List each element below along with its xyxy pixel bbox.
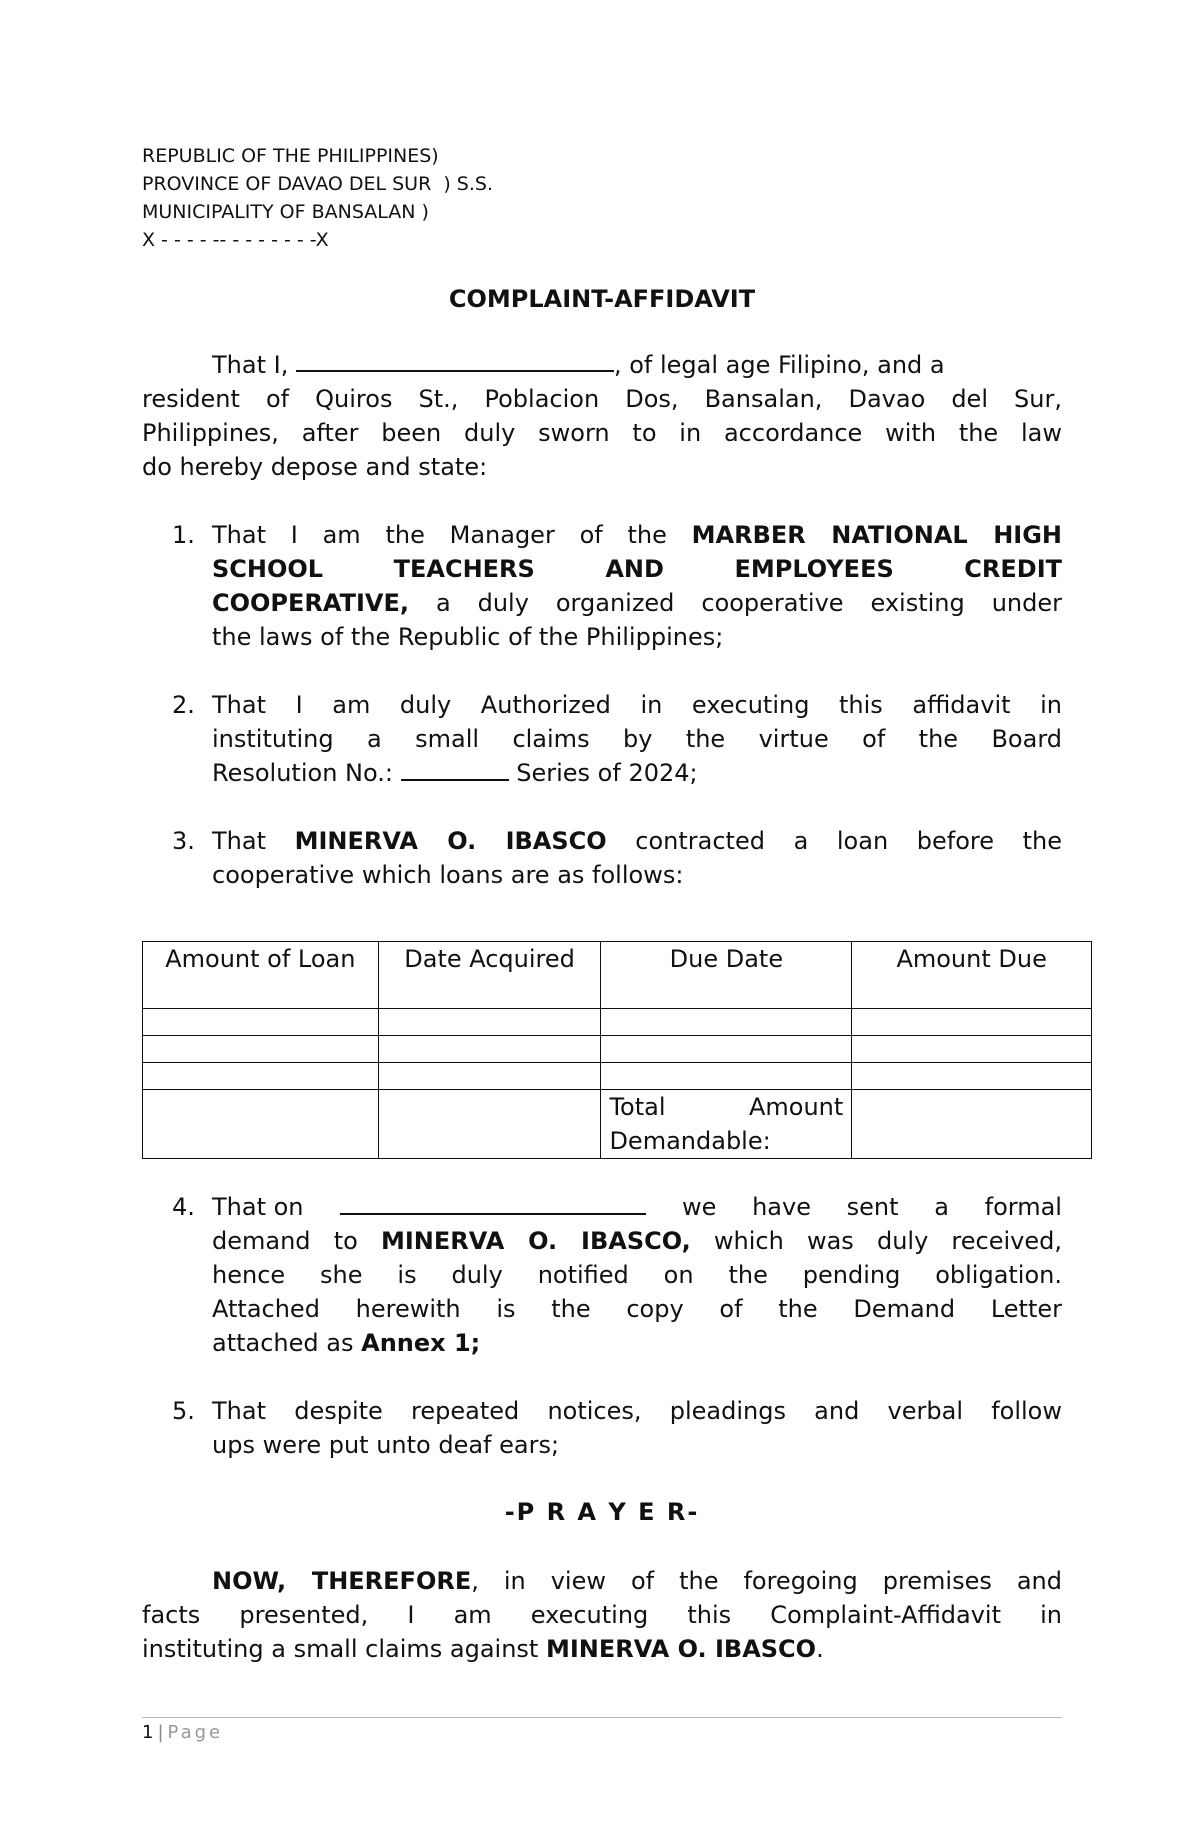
table-cell[interactable] [143,1063,379,1090]
resolution-number-blank[interactable] [401,757,509,781]
table-cell[interactable] [378,1009,601,1036]
venue-caption [142,142,493,254]
affiant-name-blank[interactable] [296,348,614,372]
intro-paragraph: That I, , of legal age Filipino, and a resident of Quiros St., Poblacion Dos, Bansalan, Davao del Sur, Philippines, after been duly sworn to in accordance with the law do hereby depose and state: [142,348,1062,484]
loans-table [142,941,1092,1159]
prayer-heading: -P R A Y E R- [504,1498,700,1526]
closing-paragraph: NOW, THEREFORE, in view of the foregoing premises and facts presented, I am executing this Complaint-Affidavit in instituting a small claims against MINERVA O. IBASCO. [142,1567,1062,1663]
table-row [143,1063,1092,1090]
caption-republic: REPUBLIC OF THE PHILIPPINES) [142,145,439,167]
table-cell[interactable] [378,1036,601,1063]
table-total-row [143,1090,1092,1159]
header-amount-of-loan: Amount of Loan [143,942,379,1009]
caption-separator: X - - - - -- - - - - - - -X [142,229,329,251]
table-cell[interactable] [143,1090,379,1159]
table-cell[interactable] [852,1009,1092,1036]
table-cell[interactable] [601,1063,852,1090]
total-label-cell: Total Amount Demandable: [601,1090,852,1159]
footer-divider [142,1717,1062,1718]
page-footer [142,1722,223,1743]
header-amount-due: Amount Due [852,942,1092,1009]
table-cell[interactable] [601,1009,852,1036]
document-title: COMPLAINT-AFFIDAVIT [448,285,756,313]
footer-separator: | [157,1722,164,1743]
caption-province: PROVINCE OF DAVAO DEL SUR ) S.S. [142,173,494,195]
table-cell[interactable] [378,1063,601,1090]
caption-municipality: MUNICIPALITY OF BANSALAN ) [142,201,429,223]
demand-date-blank[interactable] [340,1191,646,1215]
table-cell[interactable] [378,1090,601,1159]
table-cell[interactable] [601,1036,852,1063]
total-amount-cell[interactable] [852,1090,1092,1159]
page-label: Page [167,1722,224,1743]
table-header-row [143,942,1092,1009]
header-due-date: Due Date [601,942,852,1009]
table-row [143,1036,1092,1063]
page-number: 1 [142,1722,154,1743]
header-date-acquired: Date Acquired [378,942,601,1009]
table-cell[interactable] [852,1036,1092,1063]
table-cell[interactable] [143,1009,379,1036]
table-cell[interactable] [143,1036,379,1063]
table-cell[interactable] [852,1063,1092,1090]
table-row [143,1009,1092,1036]
